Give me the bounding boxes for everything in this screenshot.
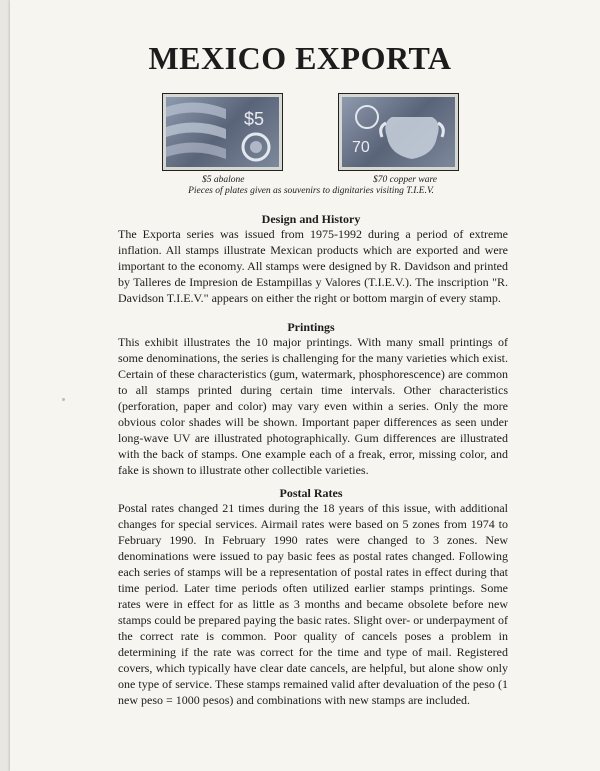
copper-ware-plate-icon [342,97,455,167]
speck [62,398,65,401]
abalone-plate-drawing [166,97,281,169]
copper-ware-plate-image [338,93,459,171]
copper-ware-caption: $70 copper ware [373,175,438,185]
design-history-heading: Design and History [261,212,361,226]
abalone-caption: $5 abalone [202,175,245,185]
svg-text:$5: $5 [244,109,265,129]
abalone-plate-image [162,93,283,171]
printings-heading: Printings [287,320,335,334]
postal-rates-text: Postal rates changed 21 times during the 18 years of this issue, with additional changes for special services. Airmail rates were based on 5 zones from 1974 to February 1990. In February 1990 rates were changed to 3 zones. New denominations were issued to pay basic fees as postal rates changed. Following each series of stamps will be a representation of postal rates in effect during that time period. Later time periods often utilized earlier stamps printings. Some rates were in effect for as little as 3 months and became obsolete before new stamps could be prepared paying the basic rates. Slight over- or underpayment of the correct rate is common. Poor quality of cancels poses a problem in determining if the rate was correct for the time and type of mail. Registered covers, which typically have clear date cancels, are helpful, but alone show only one type of service. These stamps remained valid after devaluation of the peso (1 new peso = 1000 pesos) and combinations with new stamps are included. [118,501,508,707]
printings-text: This exhibit illustrates the 10 major printings. With many small printings of some denominations, the series is challenging for the many varieties which exist. Certain of these characteristics (gum, watermark, phosphorescence) are common to all stamps printed during certain time intervals. Other characteristics (perforation, paper and color) may vary even within a series. Only the more obvious color shades will be shown. Important paper differences as seen under long-wave UV are illustrated photographically. Gum differences are illustrated with the back of stamps. One example each of a freak, error, missing color, and fake is shown to illustrate other collectible varieties. [118,335,508,477]
svg-text:70: 70 [352,139,370,156]
page-title: MEXICO EXPORTA [148,40,452,76]
postal-rates-heading: Postal Rates [279,486,343,500]
design-history-text: The Exporta series was issued from 1975-1992 during a period of extreme inflation. All stamps illustrate Mexican products which are exported and were important to the economy. All stamps were designed by R. Davidson and printed by Talleres de Impresion de Estampillas y Valores (T.I.E.V.). The inscription "R. Davidson T.I.E.V." appears on either the right or bottom margin of every stamp. [118,227,508,305]
plates-caption: Pieces of plates given as souvenirs to dignitaries visiting T.I.E.V. [188,186,434,196]
abalone-plate-icon [166,97,279,167]
copper-ware-plate-drawing [342,97,457,169]
